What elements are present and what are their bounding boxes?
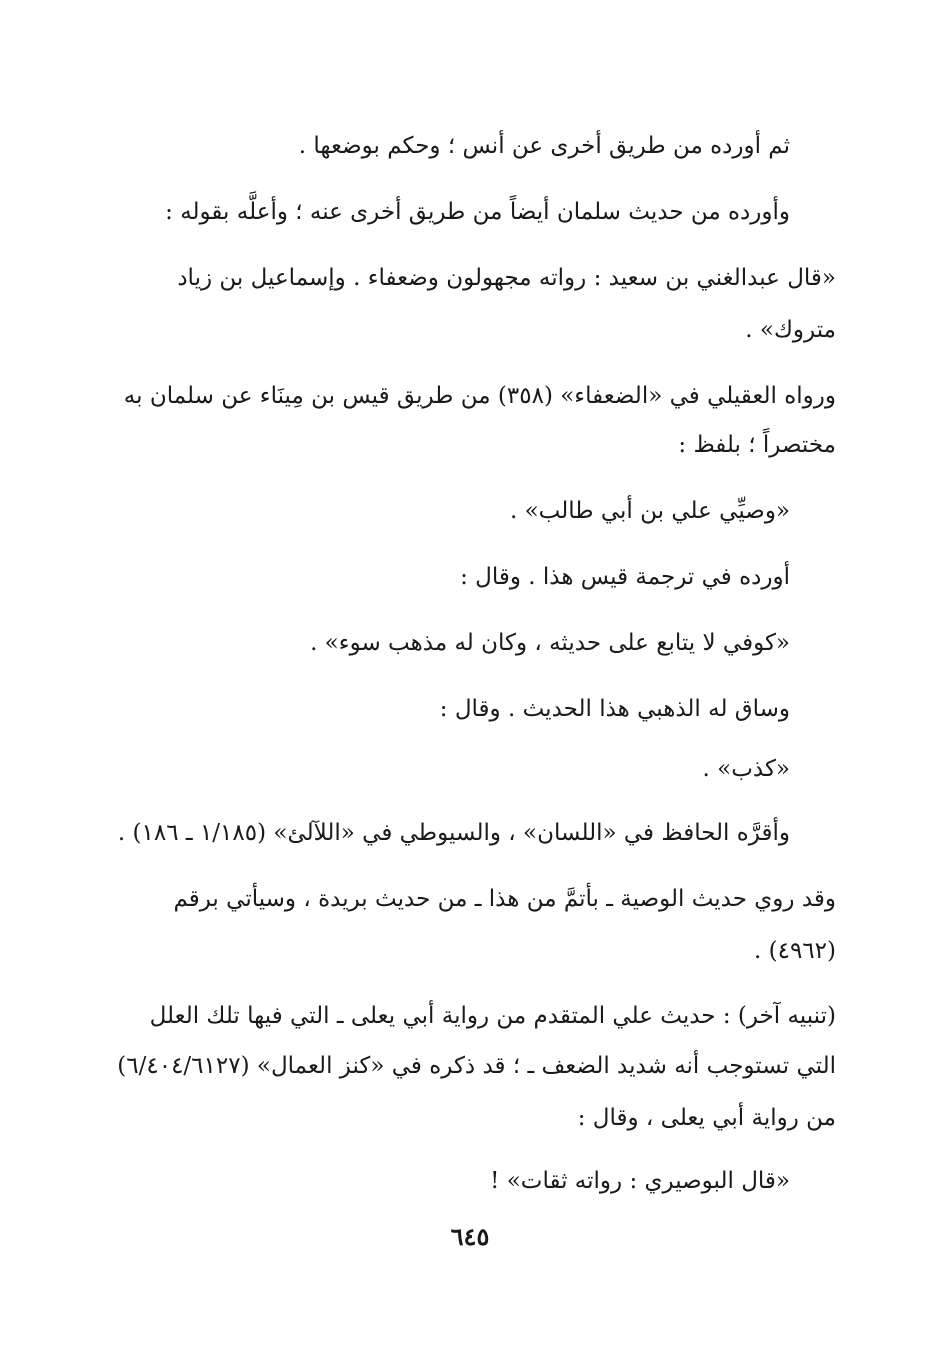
text-line: متروك» . xyxy=(745,317,836,343)
text-line: «قال عبدالغني بن سعيد : رواته مجهولون وضعفاء . وإسماعيل بن زياد xyxy=(177,265,836,291)
text-line: أورده في ترجمة قيس هذا . وقال : xyxy=(460,564,790,590)
text-line: ثم أورده من طريق أخرى عن أنس ؛ وحكم بوضعها . xyxy=(298,133,790,159)
text-line: ورواه العقيلي في «الضعفاء» (٣٥٨) من طريق قيس بن مِينَاء عن سلمان به xyxy=(123,383,836,409)
text-line: وأورده من حديث سلمان أيضاً من طريق أخرى عنه ؛ وأعلَّه بقوله : xyxy=(165,199,790,225)
quote-line: «كوفي لا يتابع على حديثه ، وكان له مذهب سوء» . xyxy=(310,630,790,656)
text-line: التي تستوجب أنه شديد الضعف ـ ؛ قد ذكره في «كنز العمال» (٦/٤٠٤/٦١٢٧) xyxy=(117,1053,836,1079)
quote-line: «وصيِّي علي بن أبي طالب» . xyxy=(509,498,790,524)
page-number: ٦٤٥ xyxy=(450,1222,490,1251)
text-line: (تنبيه آخر) : حديث علي المتقدم من رواية أبي يعلى ـ التي فيها تلك العلل xyxy=(149,1003,836,1029)
text-line: من رواية أبي يعلى ، وقال : xyxy=(577,1105,836,1131)
quote-line: «قال البوصيري : رواته ثقات» ! xyxy=(490,1168,790,1194)
text-line: وساق له الذهبي هذا الحديث . وقال : xyxy=(439,696,790,722)
quote-line: «كذب» . xyxy=(702,756,790,782)
text-line: (٤٩٦٢) . xyxy=(753,938,836,964)
text-line: مختصراً ؛ بلفظ : xyxy=(678,432,836,458)
text-line: وأقرَّه الحافظ في «اللسان» ، والسيوطي في «اللآلئ» (١/١٨٥ ـ ١٨٦) . xyxy=(117,820,790,846)
text-line: وقد روي حديث الوصية ـ بأتمَّ من هذا ـ من حديث بريدة ، وسيأتي برقم xyxy=(173,886,836,912)
